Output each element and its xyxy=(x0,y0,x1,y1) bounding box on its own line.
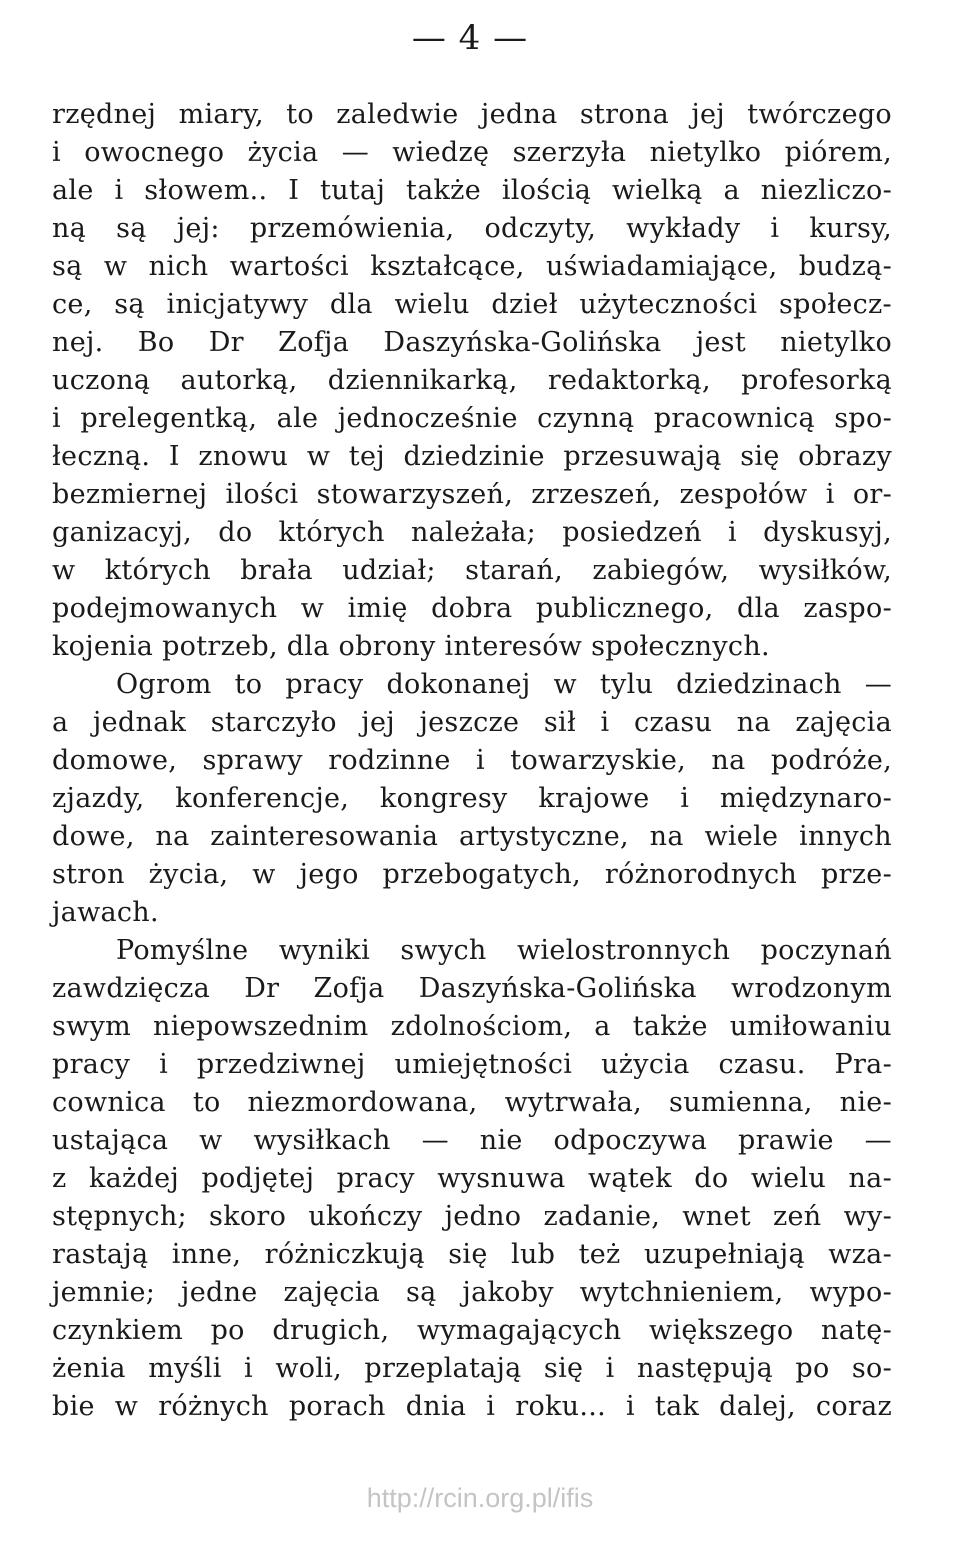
text-line: cownica to niezmordowana, wytrwała, sumienna, nie- xyxy=(52,1087,892,1118)
text-line: ale i słowem.. I tutaj także ilością wielką a niezliczo- xyxy=(52,175,892,206)
text-line: ną są jej: przemówienia, odczyty, wykłady i kursy, xyxy=(52,213,892,244)
text-line: bezmiernej ilości stowarzyszeń, zrzeszeń, zespołów i or- xyxy=(52,479,892,510)
text-line: swym niepowszednim zdolnościom, a także umiłowaniu xyxy=(52,1011,892,1042)
page-number: — 4 — xyxy=(411,18,529,58)
text-line: z każdej podjętej pracy wysnuwa wątek do wielu na- xyxy=(52,1163,892,1194)
text-line: żenia myśli i woli, przeplatają się i następują po so- xyxy=(52,1353,892,1384)
text-line: pracy i przedziwnej umiejętności użycia czasu. Pra- xyxy=(52,1049,892,1080)
text-line: rzędnej miary, to zaledwie jedna strona jej twórczego xyxy=(52,99,892,130)
text-line: domowe, sprawy rodzinne i towarzyskie, na podróże, xyxy=(52,745,892,776)
text-line: zjazdy, konferencje, kongresy krajowe i międzynaro- xyxy=(52,783,892,814)
text-line: jemnie; jedne zajęcia są jakoby wytchnieniem, wypo- xyxy=(52,1277,892,1308)
text-line: a jednak starczyło jej jeszcze sił i czasu na zajęcia xyxy=(52,707,892,738)
text-line: jawach. xyxy=(52,897,159,928)
text-line-paragraph-start: Pomyślne wyniki swych wielostronnych poczynań xyxy=(116,935,892,966)
text-line: nej. Bo Dr Zofja Daszyńska-Golińska jest nietylko xyxy=(52,327,892,358)
text-line: bie w różnych porach dnia i roku... i tak dalej, coraz xyxy=(52,1391,892,1422)
text-line: i prelegentką, ale jednocześnie czynną pracownicą spo- xyxy=(52,403,892,434)
text-line: zawdzięcza Dr Zofja Daszyńska-Golińska wrodzonym xyxy=(52,973,892,1004)
text-line: dowe, na zainteresowania artystyczne, na wiele innych xyxy=(52,821,892,852)
text-line: stępnych; skoro ukończy jedno zadanie, wnet zeń wy- xyxy=(52,1201,892,1232)
text-line: ustająca w wysiłkach — nie odpoczywa prawie — xyxy=(52,1125,892,1156)
footer-url: http://rcin.org.pl/ifis xyxy=(366,1483,594,1513)
text-line: uczoną autorką, dziennikarką, redaktorką, profesorką xyxy=(52,365,892,396)
text-line: w których brała udział; starań, zabiegów, wysiłków, xyxy=(52,555,892,586)
text-line-paragraph-start: Ogrom to pracy dokonanej w tylu dziedzinach — xyxy=(116,669,892,700)
text-line: ce, są inicjatywy dla wielu dzieł użyteczności społecz- xyxy=(52,289,892,320)
text-line: rastają inne, różniczkują się lub też uzupełniają wza- xyxy=(52,1239,892,1270)
text-line: ganizacyj, do których należała; posiedzeń i dyskusyj, xyxy=(52,517,892,548)
text-line: stron życia, w jego przebogatych, różnorodnych prze- xyxy=(52,859,892,890)
text-line: łeczną. I znowu w tej dziedzinie przesuwają się obrazy xyxy=(52,441,892,472)
text-line: czynkiem po drugich, wymagających większego natę- xyxy=(52,1315,892,1346)
text-line: i owocnego życia — wiedzę szerzyła nietylko piórem, xyxy=(52,137,892,168)
text-line: kojenia potrzeb, dla obrony interesów społecznych. xyxy=(52,631,770,662)
text-line: podejmowanych w imię dobra publicznego, dla zaspo- xyxy=(52,593,892,624)
body-text xyxy=(52,96,892,1426)
text-line: są w nich wartości kształcące, uświadamiające, budzą- xyxy=(52,251,892,282)
